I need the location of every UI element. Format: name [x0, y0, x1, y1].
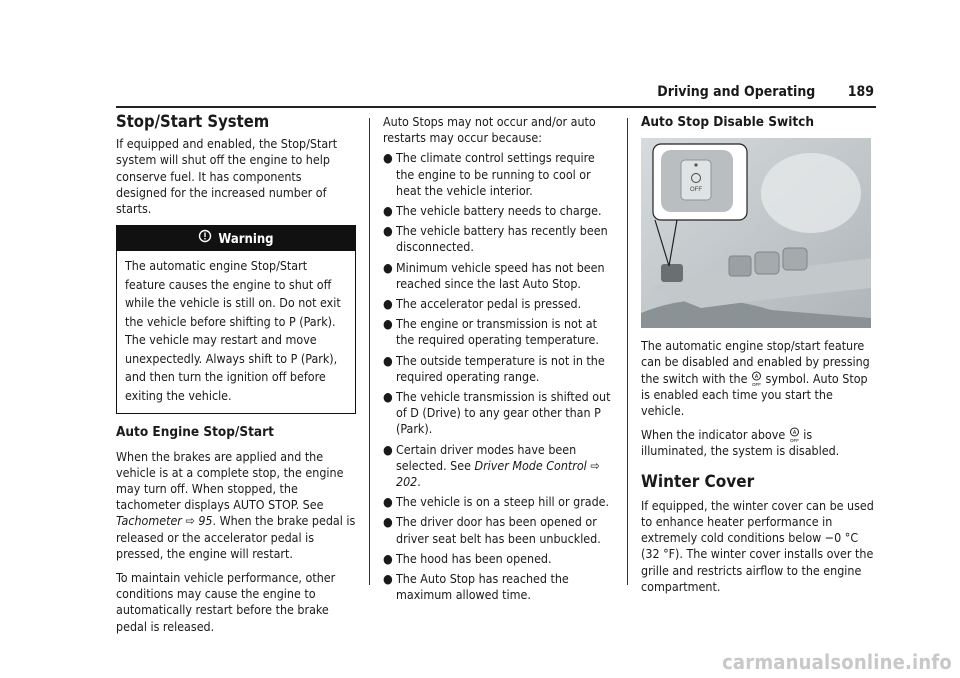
watermark: carmanualsonline.info	[722, 649, 952, 674]
list-item: ● The engine or transmission is not at the required operating temperature.	[383, 316, 599, 348]
warning-icon	[198, 229, 212, 248]
switch-heading: Auto Stop Disable Switch	[641, 114, 815, 130]
driver-mode-link[interactable]: Driver Mode Control	[474, 457, 587, 473]
list-item: ● Minimum vehicle speed has not been reached since the last Auto Stop.	[383, 259, 605, 291]
list-item: ● The vehicle transmission is shifted out of D (Drive) to any gear other than P (Park).	[383, 389, 611, 437]
svg-text:OFF: OFF	[752, 381, 761, 387]
svg-text:A: A	[754, 373, 759, 380]
list-item: ● The Auto Stop has reached the maximum allowed time.	[383, 571, 569, 603]
list-item: ● The outside temperature is not in the required operating range.	[383, 352, 605, 384]
list-item: ● The driver door has been opened or driver seat belt has been unbuckled.	[383, 514, 601, 546]
column-3	[641, 114, 877, 603]
tachometer-link[interactable]: Tachometer	[116, 513, 182, 529]
page-number: 189	[847, 84, 874, 100]
list-item: ● The vehicle is on a steep hill or grade.	[383, 494, 610, 510]
list-item: ● The vehicle battery has recently been disconnected.	[383, 223, 608, 255]
column-divider-1	[369, 118, 370, 585]
list-item: ● The vehicle battery needs to charge.	[383, 203, 602, 219]
svg-text:A: A	[792, 430, 796, 437]
warning-box	[116, 225, 356, 414]
switch-paragraph-1: The automatic engine stop/start feature can be disabled and enabled by pressing the switch with the A OFF symbol. Auto Stop is enabled each time you start the vehicle.	[641, 338, 870, 419]
list-item: ● The accelerator pedal is pressed.	[383, 296, 582, 312]
arrow-icon: ⇨	[185, 513, 195, 529]
switch-paragraph-2: When the indicator above A OFF is illuminated, the system is disabled.	[641, 427, 840, 459]
warning-text: The automatic engine Stop/Start feature causes the engine to shut off while the vehicle is still on. Do not exit the vehicle before shifting to P (Park). The vehicle may restart and move unexpectedly. Always shift to P (Park), and then turn the ignition off before exiting the vehicle.	[125, 258, 341, 403]
auto-stop-paragraph: When the brakes are applied and the vehicle is at a complete stop, the engine may turn off. When stopped, the tachometer displays AUTO STOP. See Tachometer ⇨ 95. When the brake pedal is released or the accelerator pedal is pressed, the engine will restart.	[116, 448, 356, 561]
list-item: ● The climate control settings require the engine to be running to cool or heat the vehicle interior.	[383, 150, 595, 198]
performance-paragraph: To maintain vehicle performance, other conditions may cause the engine to automatically restart before the brake pedal is released.	[116, 570, 336, 634]
list-item: ● Certain driver modes have been selected. See Driver Mode Control ⇨ 202.	[383, 441, 600, 490]
subsection-heading: Auto Engine Stop/Start	[116, 424, 274, 441]
svg-text:OFF: OFF	[789, 438, 799, 444]
warning-header	[117, 226, 355, 251]
auto-stop-off-icon	[789, 427, 800, 443]
section-title: Driving and Operating	[657, 84, 816, 100]
list-item: ● The hood has been opened.	[383, 550, 552, 566]
column-2	[383, 114, 615, 607]
intro-paragraph: If equipped and enabled, the Stop/Start system will shut off the engine to help conserve fuel. It has components designed for the increased number of starts.	[116, 136, 338, 217]
column-divider-2	[627, 118, 628, 585]
column-1	[116, 114, 356, 643]
winter-cover-paragraph: If equipped, the winter cover can be used to enhance heater performance in extremely cold conditions below −0 °C (32 °F). The winter cover installs over the grille and restricts airflow to the engine compartment.	[641, 497, 874, 594]
switch-photo	[641, 138, 871, 328]
warning-label: Warning	[218, 232, 274, 248]
auto-stop-off-icon	[751, 371, 762, 387]
winter-cover-heading: Winter Cover	[641, 471, 755, 492]
conditions-intro: Auto Stops may not occur and/or auto restarts may occur because:	[383, 114, 596, 146]
switch-label: OFF	[690, 187, 702, 194]
header-rule	[116, 106, 876, 108]
conditions-list	[383, 150, 615, 603]
section-heading: Stop/Start System	[116, 112, 270, 131]
page-header	[657, 84, 874, 100]
